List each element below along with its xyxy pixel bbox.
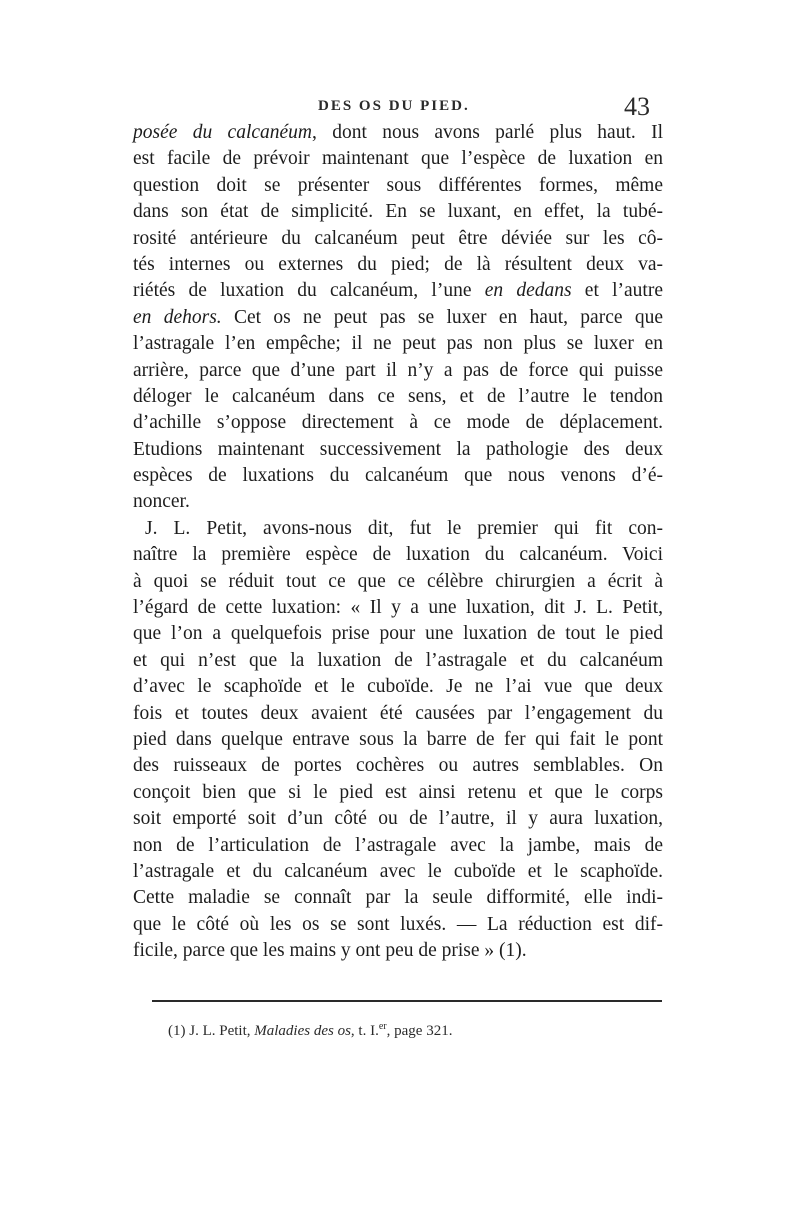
line-text: question doit se présenter sous différentes formes, même: [133, 174, 663, 196]
text-line: [133, 938, 663, 964]
text-line: [133, 542, 663, 568]
footnote: [168, 1023, 452, 1040]
italic-phrase: posée du calcanéum: [133, 122, 313, 143]
text-line: [133, 358, 663, 384]
line-text: noncer.: [133, 491, 190, 513]
body-text: [133, 120, 663, 965]
text-line: [133, 674, 663, 700]
line-text: l’égard de cette luxation: « Il y a une luxation, dit J. L. Petit,: [133, 597, 663, 619]
line-text: espèces de luxations du calcanéum que nous venons d’é-: [133, 465, 663, 487]
line-text: Cette maladie se connaît par la seule difformité, elle indi-: [133, 887, 663, 909]
text-line: [133, 278, 663, 304]
line-text: naître la première espèce de luxation du calcanéum. Voici: [133, 544, 663, 566]
text-line: [133, 173, 663, 199]
running-title: DES OS DU PIED.: [318, 98, 470, 114]
line-text: est facile de prévoir maintenant que l’espèce de luxation en: [133, 148, 663, 170]
line-text: arrière, parce que d’une part il n’y a pas de force qui puisse: [133, 359, 663, 381]
text-line: [133, 912, 663, 938]
text-line: [133, 331, 663, 357]
line-text: conçoit bien que si le pied est ainsi retenu et que le corps: [133, 781, 663, 803]
line-text: l’astragale et du calcanéum avec le cuboïde et le scaphoïde.: [133, 860, 663, 882]
footnote-title: Maladies des os: [254, 1023, 351, 1039]
line-text: J. L. Petit, avons-nous dit, fut le premier qui fit con-: [145, 517, 663, 539]
italic-phrase: en dedans: [484, 280, 572, 302]
text-line: [133, 146, 663, 172]
line-text: riétés de luxation du calcanéum, l’une: [133, 280, 485, 302]
line-text: rosité antérieure du calcanéum peut être déviée sur les cô-: [133, 227, 663, 249]
page-number: 43: [624, 92, 650, 121]
line-text: non de l’articulation de l’astragale avec la jambe, mais de: [133, 834, 663, 856]
line-text: des ruisseaux de portes cochères ou autres semblables. On: [133, 755, 663, 777]
line-text: d’avec le scaphoïde et le cuboïde. Je ne l’ai vue que deux: [133, 676, 663, 698]
text-line: [133, 410, 663, 436]
line-text: dans son état de simplicité. En se luxant, en effet, la tubé-: [133, 201, 663, 223]
text-line: [133, 885, 663, 911]
footnote-superscript: er: [378, 1021, 387, 1032]
line-text: et qui n’est que la luxation de l’astragale et du calcanéum: [133, 649, 663, 671]
line-text: d’achille s’oppose directement à ce mode de déplacement.: [133, 412, 663, 434]
text-line: [133, 727, 663, 753]
text-line: [133, 833, 663, 859]
text-line: [133, 516, 663, 542]
line-text: que le côté où les os se sont luxés. — La réduction est dif-: [133, 913, 663, 935]
text-line: [133, 859, 663, 885]
text-line: [133, 199, 663, 225]
text-line: [133, 595, 663, 621]
line-text: tés internes ou externes du pied; de là résultent deux va-: [133, 253, 663, 275]
line-text: Cet os ne peut pas se luxer en haut, parce que: [221, 306, 663, 328]
text-line: [133, 621, 663, 647]
text-line: [133, 806, 663, 832]
line-text: déloger le calcanéum dans ce sens, et de l’autre le tendon: [133, 385, 663, 407]
line-text: fois et toutes deux avaient été causées par l’engagement du: [133, 702, 663, 724]
line-text: ficile, parce que les mains y ont peu de prise » (1).: [133, 940, 527, 962]
footnote-page: , page 321.: [386, 1023, 453, 1039]
text-line: [133, 780, 663, 806]
text-line: [133, 384, 663, 410]
line-text: , dont nous avons parlé plus haut. Il: [312, 122, 663, 143]
text-line: [133, 753, 663, 779]
line-text: que l’on a quelquefois prise pour une luxation de tout le pied: [133, 623, 663, 645]
text-line: [133, 648, 663, 674]
italic-phrase: en dehors.: [133, 306, 222, 328]
text-line: [133, 463, 663, 489]
text-line: [133, 252, 663, 278]
text-line: [133, 120, 663, 146]
text-line: [133, 701, 663, 727]
line-text: l’astragale l’en empêche; il ne peut pas non plus se luxer en: [133, 333, 663, 355]
text-line: [133, 226, 663, 252]
footnote-rule: [152, 1000, 662, 1002]
text-line: [133, 569, 663, 595]
text-line: [133, 437, 663, 463]
footnote-volume: , t. I.: [350, 1023, 379, 1039]
line-text: et l’autre: [571, 280, 663, 302]
text-line: [133, 305, 663, 331]
line-text: pied dans quelque entrave sous la barre de fer qui fait le pont: [133, 728, 663, 750]
line-text: soit emporté soit d’un côté ou de l’autre, il y aura luxation,: [133, 808, 663, 830]
text-line: [133, 489, 663, 515]
line-text: à quoi se réduit tout ce que ce célèbre chirurgien a écrit à: [133, 570, 663, 592]
footnote-marker: (1) J. L. Petit,: [168, 1023, 255, 1039]
line-text: Etudions maintenant successivement la pathologie des deux: [133, 438, 663, 460]
